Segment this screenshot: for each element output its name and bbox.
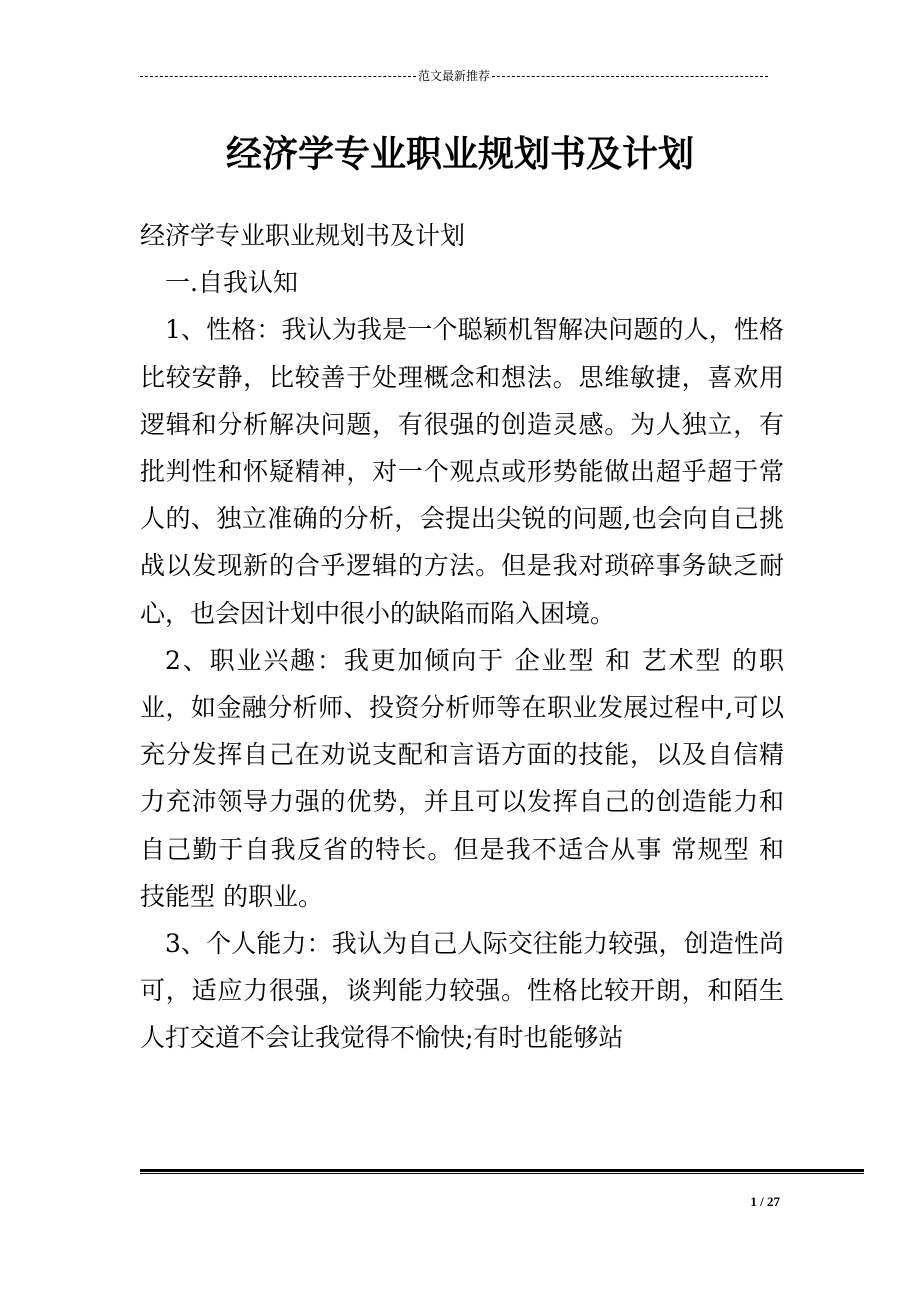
page-header	[140, 68, 768, 84]
header-dash-right	[492, 76, 768, 77]
section-heading: 一.自我认知	[165, 268, 298, 298]
paragraph-ability: 3、个人能力：我认为自己人际交往能力较强，创造性尚可，适应力很强，谈判能力较强。性格比较开朗，和陌生人打交道不会让我觉得不愉快;有时也能够站	[140, 929, 784, 1053]
footer-divider	[140, 1169, 864, 1175]
paragraph-career-interest: 2、职业兴趣：我更加倾向于 企业型 和 艺术型 的职业，如金融分析师、投资分析师等在职业发展过程中,可以充分发挥自己在劝说支配和言语方面的技能，以及自信精力充沛领导力强的优势，并且可以发挥自己的创造能力和自己勤于自我反省的特长。但是我不适合从事 常规型 和 技能型 的职业。	[140, 645, 784, 911]
document-title: 经济学专业职业规划书及计划	[225, 134, 694, 175]
header-dash-left	[140, 76, 416, 77]
page-number: 1 / 27	[750, 1194, 780, 1209]
document-body	[140, 212, 784, 1062]
body-subtitle: 经济学专业职业规划书及计划	[140, 221, 466, 250]
paragraph-personality: 1、性格：我认为我是一个聪颖机智解决问题的人，性格比较安静，比较善于处理概念和想法。思维敏捷，喜欢用逻辑和分析解决问题，有很强的创造灵感。为人独立，有批判性和怀疑精神，对一个观点或形势能做出超乎超于常人的、独立准确的分析，会提出尖锐的问题,也会向自己挑战以发现新的合乎逻辑的方法。但是我对琐碎事务缺乏耐心，也会因计划中很小的缺陷而陷入困境。	[140, 315, 784, 628]
header-label: 范文最新推荐	[418, 69, 491, 83]
